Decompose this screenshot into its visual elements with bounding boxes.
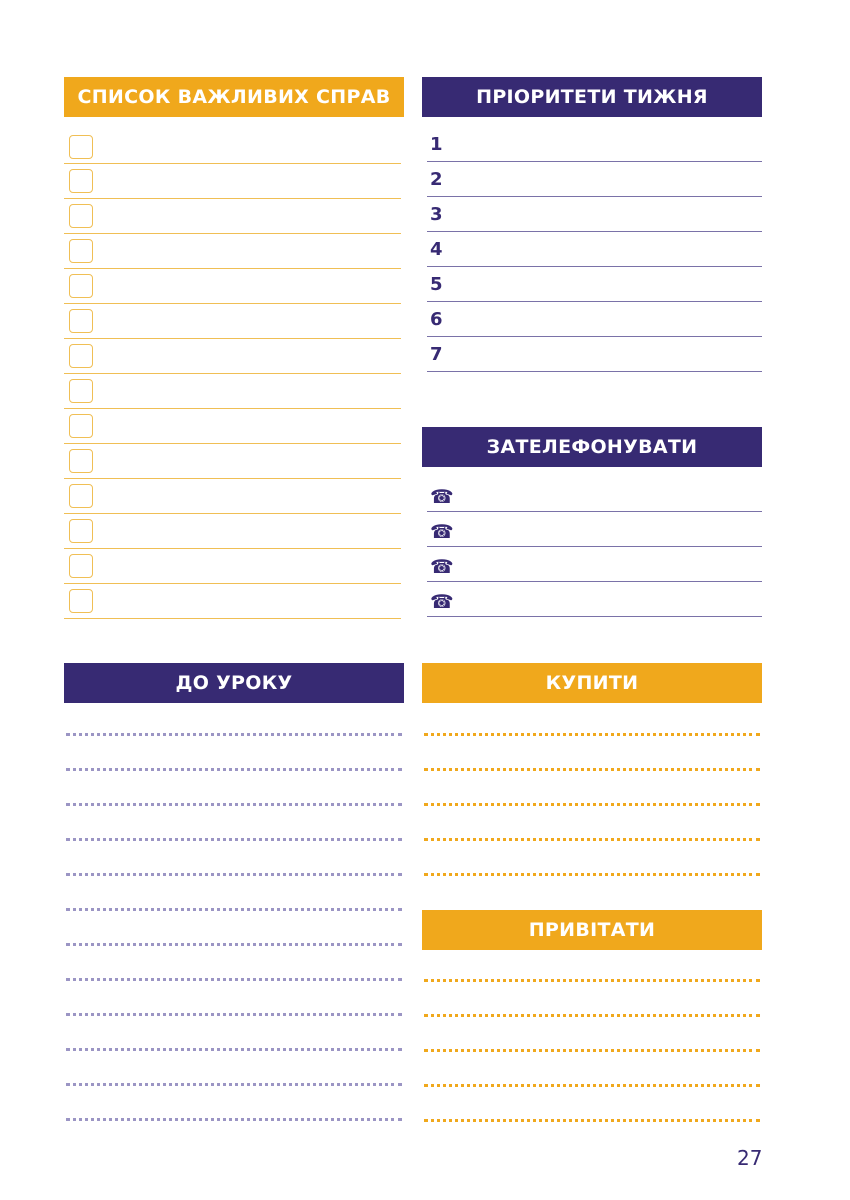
todo-row[interactable] <box>64 444 401 479</box>
dotted-line[interactable] <box>66 908 402 911</box>
priority-row[interactable] <box>427 267 762 302</box>
todo-row[interactable] <box>64 514 401 549</box>
dotted-line[interactable] <box>66 873 402 876</box>
priority-number: 6 <box>430 309 443 330</box>
lesson-header: ДО УРОКУ <box>64 663 404 703</box>
checkbox[interactable] <box>69 274 93 298</box>
dotted-line[interactable] <box>66 1118 402 1121</box>
dotted-line[interactable] <box>424 1084 760 1087</box>
checkbox[interactable] <box>69 414 93 438</box>
dotted-line[interactable] <box>424 768 760 771</box>
priorities-list <box>427 127 762 372</box>
dotted-line[interactable] <box>424 803 760 806</box>
dotted-line[interactable] <box>66 1013 402 1016</box>
priority-number: 2 <box>430 169 443 190</box>
dotted-line[interactable] <box>66 733 402 736</box>
priority-row[interactable] <box>427 337 762 372</box>
priority-row[interactable] <box>427 197 762 232</box>
dotted-line[interactable] <box>424 1014 760 1017</box>
checkbox[interactable] <box>69 484 93 508</box>
dotted-line[interactable] <box>424 733 760 736</box>
todo-row[interactable] <box>64 479 401 514</box>
checkbox[interactable] <box>69 379 93 403</box>
dotted-line[interactable] <box>66 1083 402 1086</box>
dotted-line[interactable] <box>424 1119 760 1122</box>
phone-icon: ☎ <box>430 591 454 613</box>
priority-number: 4 <box>430 239 443 260</box>
priority-number: 7 <box>430 344 443 365</box>
todo-row[interactable] <box>64 199 401 234</box>
call-row[interactable] <box>427 512 762 547</box>
todo-row[interactable] <box>64 130 401 164</box>
buy-header: КУПИТИ <box>422 663 762 703</box>
todo-list <box>64 130 401 619</box>
dotted-line[interactable] <box>66 803 402 806</box>
dotted-line[interactable] <box>424 838 760 841</box>
priority-number: 1 <box>430 134 443 155</box>
phone-icon: ☎ <box>430 556 454 578</box>
dotted-line[interactable] <box>66 1048 402 1051</box>
dotted-line[interactable] <box>66 838 402 841</box>
page-number: 27 <box>737 1146 763 1170</box>
checkbox[interactable] <box>69 344 93 368</box>
checkbox[interactable] <box>69 169 93 193</box>
priority-row[interactable] <box>427 162 762 197</box>
todo-row[interactable] <box>64 374 401 409</box>
checkbox[interactable] <box>69 239 93 263</box>
checkbox[interactable] <box>69 309 93 333</box>
dotted-line[interactable] <box>66 768 402 771</box>
dotted-line[interactable] <box>66 943 402 946</box>
priorities-header: ПРІОРИТЕТИ ТИЖНЯ <box>422 77 762 117</box>
todo-row[interactable] <box>64 584 401 619</box>
priority-number: 5 <box>430 274 443 295</box>
todo-row[interactable] <box>64 409 401 444</box>
checkbox[interactable] <box>69 519 93 543</box>
todo-row[interactable] <box>64 549 401 584</box>
phone-icon: ☎ <box>430 486 454 508</box>
priority-row[interactable] <box>427 302 762 337</box>
call-list <box>427 477 762 617</box>
call-row[interactable] <box>427 582 762 617</box>
call-header: ЗАТЕЛЕФОНУВАТИ <box>422 427 762 467</box>
dotted-line[interactable] <box>66 978 402 981</box>
priority-row[interactable] <box>427 127 762 162</box>
checkbox[interactable] <box>69 554 93 578</box>
todo-row[interactable] <box>64 234 401 269</box>
dotted-line[interactable] <box>424 979 760 982</box>
dotted-line[interactable] <box>424 1049 760 1052</box>
phone-icon: ☎ <box>430 521 454 543</box>
checkbox[interactable] <box>69 204 93 228</box>
todo-row[interactable] <box>64 339 401 374</box>
todo-row[interactable] <box>64 164 401 199</box>
priority-row[interactable] <box>427 232 762 267</box>
checkbox[interactable] <box>69 589 93 613</box>
checkbox[interactable] <box>69 449 93 473</box>
priority-number: 3 <box>430 204 443 225</box>
dotted-line[interactable] <box>424 873 760 876</box>
greet-header: ПРИВІТАТИ <box>422 910 762 950</box>
checkbox[interactable] <box>69 135 93 159</box>
call-row[interactable] <box>427 547 762 582</box>
todo-row[interactable] <box>64 304 401 339</box>
todo-header: СПИСОК ВАЖЛИВИХ СПРАВ <box>64 77 404 117</box>
call-row[interactable] <box>427 477 762 512</box>
todo-row[interactable] <box>64 269 401 304</box>
